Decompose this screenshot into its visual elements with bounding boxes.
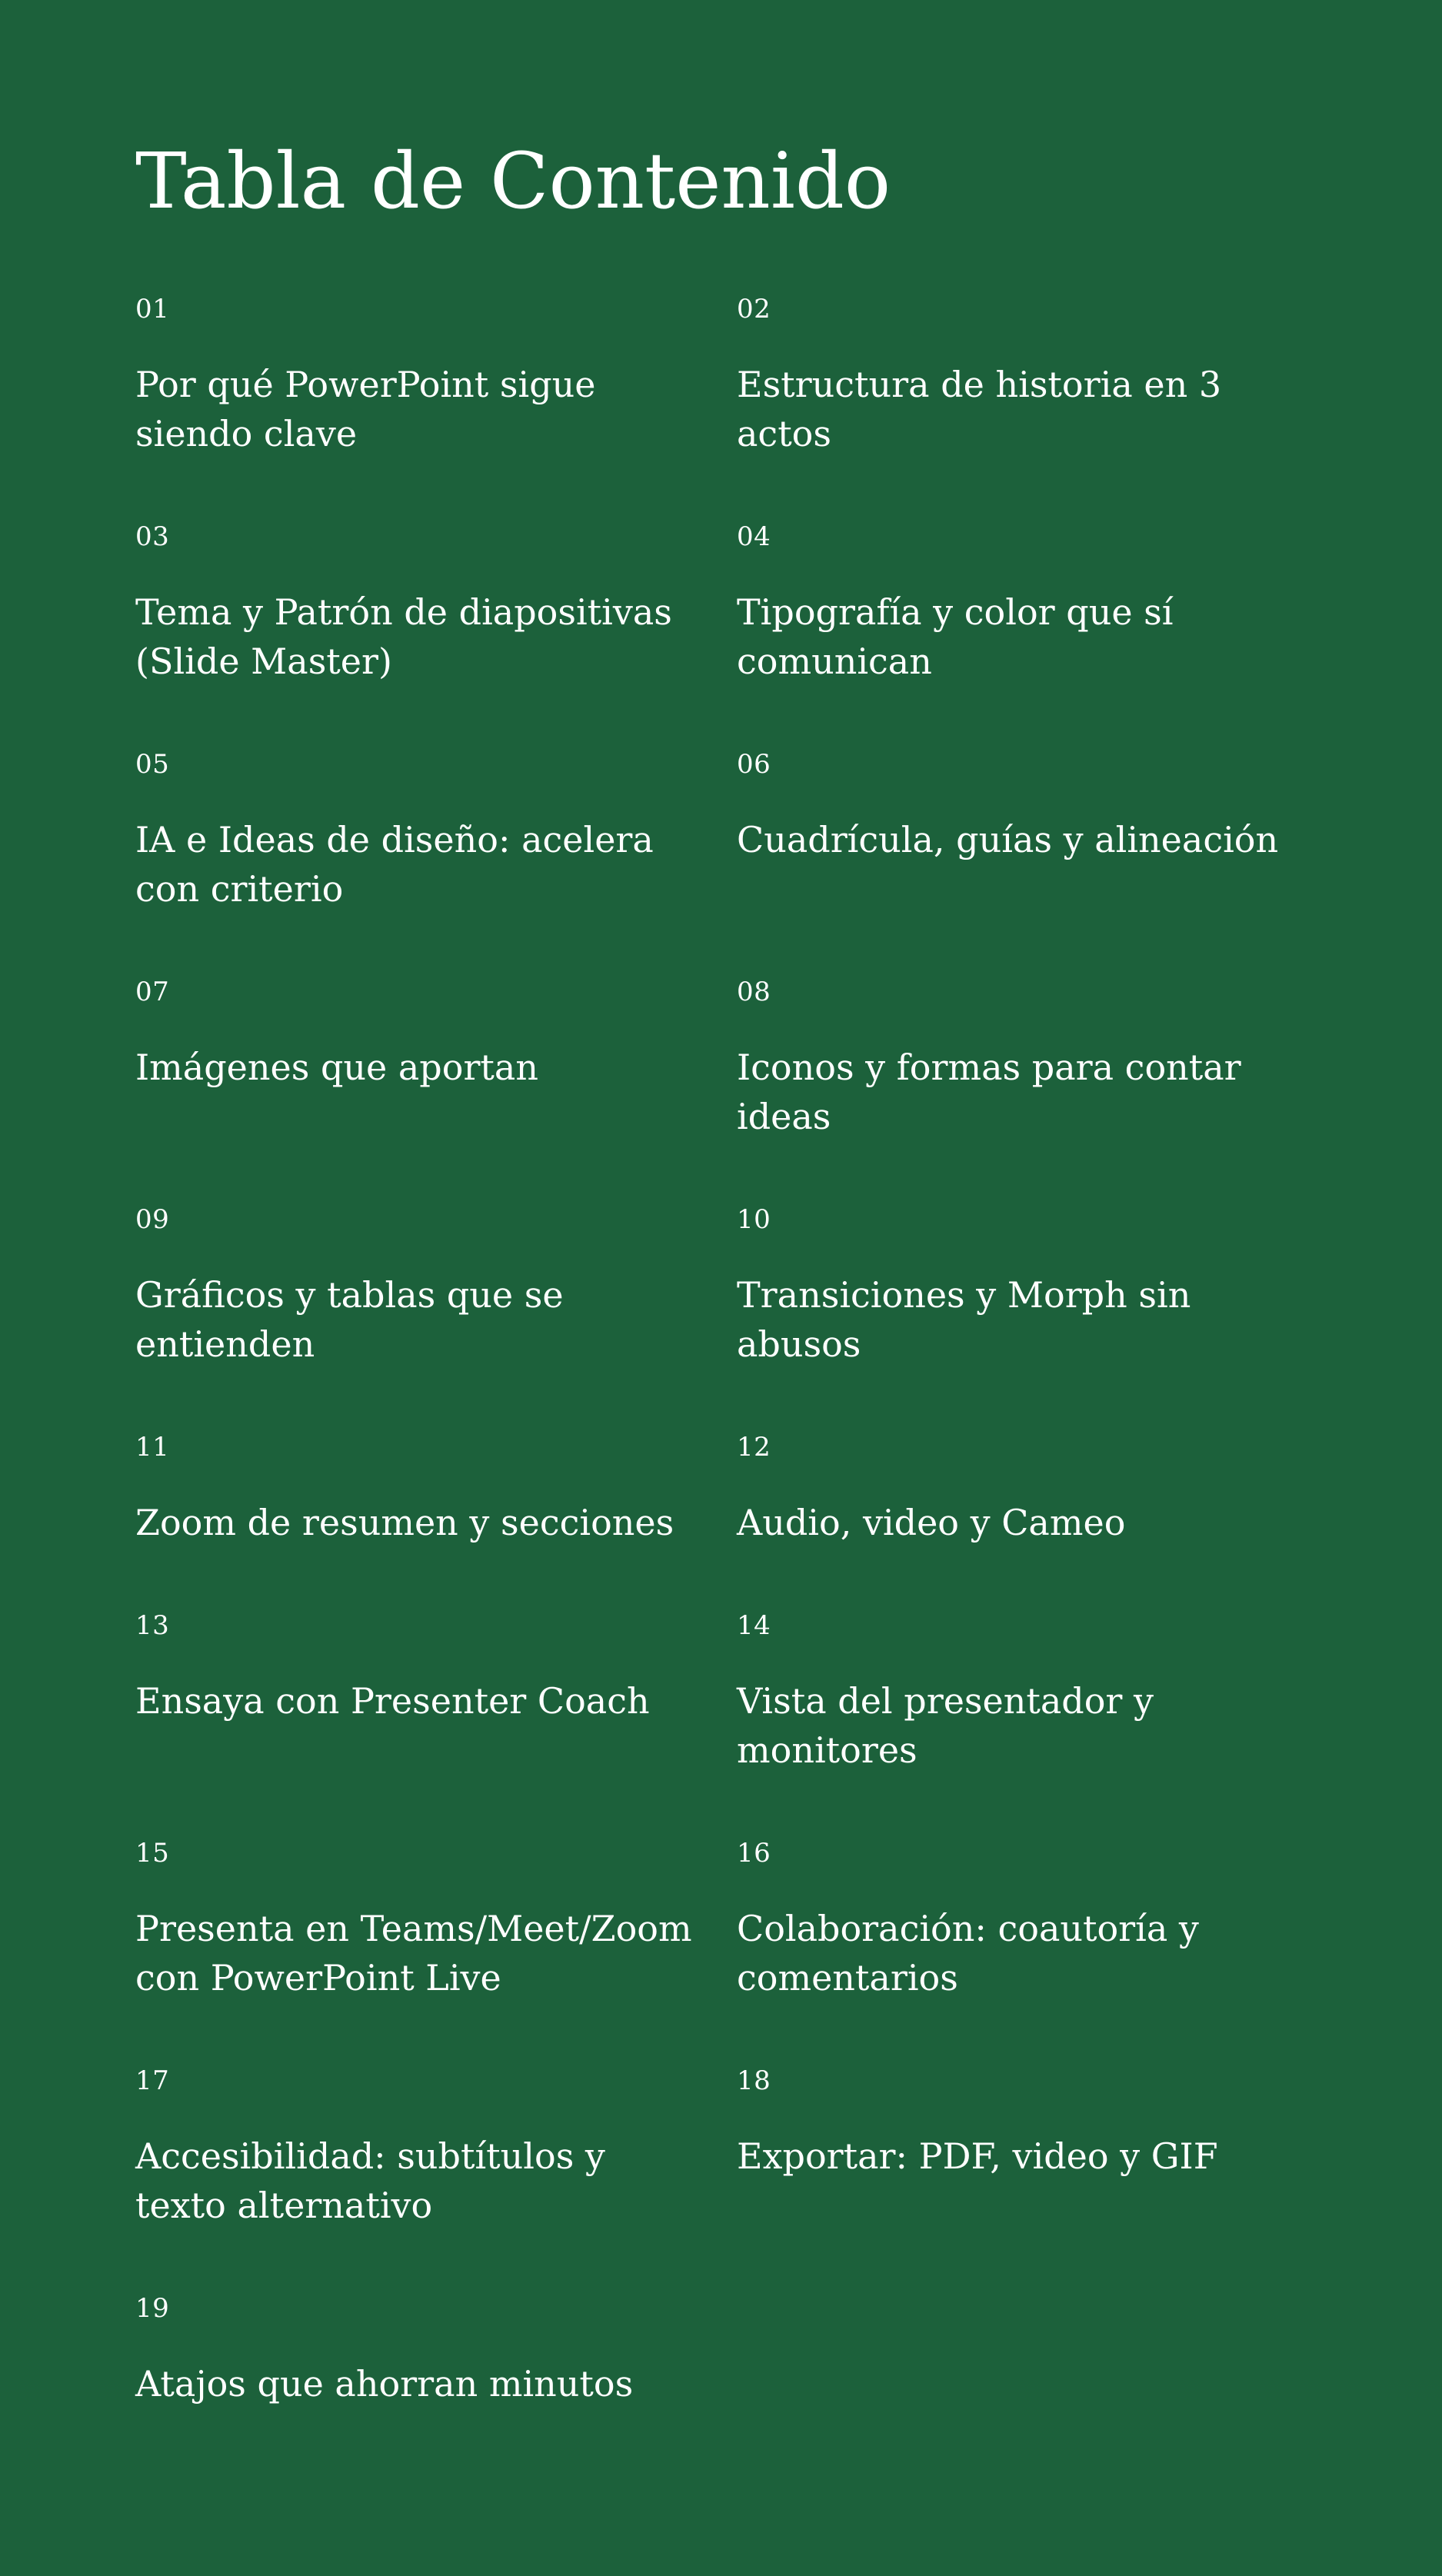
toc-row <box>135 747 1335 975</box>
toc-item-number: 02 <box>737 294 771 324</box>
toc-item-number: 03 <box>135 521 170 552</box>
page-title: Tabla de Contenido <box>135 136 891 226</box>
toc-item-number: 05 <box>135 749 170 780</box>
toc-item-title: Atajos que ahorran minutos <box>135 2363 634 2405</box>
toc-item-11[interactable] <box>135 1430 737 1609</box>
toc-item-title: Vista del presentador y monitores <box>737 1680 1154 1771</box>
toc-item-19[interactable] <box>135 2291 737 2470</box>
toc-row <box>135 1609 1335 1836</box>
toc-item-title: Iconos y formas para contar ideas <box>737 1047 1241 1137</box>
toc-item-02[interactable] <box>737 292 1338 520</box>
toc-item-number: 19 <box>135 2293 170 2324</box>
toc-item-title: Gráficos y tablas que se entienden <box>135 1274 564 1365</box>
toc-item-09[interactable] <box>135 1203 737 1430</box>
toc-item-18[interactable] <box>737 2064 1338 2291</box>
toc-item-number: 14 <box>737 1610 771 1641</box>
toc-item-10[interactable] <box>737 1203 1338 1430</box>
toc-item-number: 15 <box>135 1838 170 1869</box>
toc-item-03[interactable] <box>135 520 737 747</box>
toc-empty-cell <box>737 2291 1338 2470</box>
toc-item-number: 08 <box>737 977 771 1007</box>
toc-item-number: 18 <box>737 2065 771 2096</box>
toc-row <box>135 1203 1335 1430</box>
toc-grid <box>135 292 1335 2470</box>
toc-item-number: 13 <box>135 1610 170 1641</box>
toc-row <box>135 2064 1335 2291</box>
toc-item-number: 06 <box>737 749 771 780</box>
toc-item-07[interactable] <box>135 975 737 1203</box>
toc-item-01[interactable] <box>135 292 737 520</box>
toc-row <box>135 975 1335 1203</box>
toc-item-number: 16 <box>737 1838 771 1869</box>
toc-item-title: IA e Ideas de diseño: acelera con criterio <box>135 819 654 910</box>
toc-row <box>135 520 1335 747</box>
toc-item-title: Transiciones y Morph sin abusos <box>737 1274 1191 1365</box>
toc-item-title: Imágenes que aportan <box>135 1047 538 1088</box>
toc-item-17[interactable] <box>135 2064 737 2291</box>
toc-item-08[interactable] <box>737 975 1338 1203</box>
toc-item-title: Por qué PowerPoint sigue siendo clave <box>135 364 596 454</box>
toc-item-title: Tema y Patrón de diapositivas (Slide Master) <box>135 591 672 682</box>
toc-item-06[interactable] <box>737 747 1338 975</box>
toc-item-number: 11 <box>135 1432 170 1463</box>
toc-item-14[interactable] <box>737 1609 1338 1836</box>
toc-item-number: 17 <box>135 2065 170 2096</box>
toc-item-title: Ensaya con Presenter Coach <box>135 1680 650 1722</box>
toc-item-04[interactable] <box>737 520 1338 747</box>
toc-item-title: Tipografía y color que sí comunican <box>737 591 1174 682</box>
toc-row <box>135 1430 1335 1609</box>
toc-item-title: Zoom de resumen y secciones <box>135 1502 674 1543</box>
toc-item-16[interactable] <box>737 1836 1338 2064</box>
toc-item-number: 09 <box>135 1204 170 1235</box>
toc-item-number: 01 <box>135 294 170 324</box>
toc-item-number: 12 <box>737 1432 771 1463</box>
toc-item-title: Exportar: PDF, video y GIF <box>737 2135 1218 2177</box>
toc-item-number: 10 <box>737 1204 771 1235</box>
toc-item-title: Estructura de historia en 3 actos <box>737 364 1222 454</box>
toc-item-title: Cuadrícula, guías y alineación <box>737 819 1279 860</box>
toc-item-title: Audio, video y Cameo <box>737 1502 1126 1543</box>
toc-item-15[interactable] <box>135 1836 737 2064</box>
toc-item-title: Colaboración: coautoría y comentarios <box>737 1908 1199 1999</box>
toc-row <box>135 1836 1335 2064</box>
toc-item-13[interactable] <box>135 1609 737 1836</box>
toc-item-title: Presenta en Teams/Meet/Zoom con PowerPoint Live <box>135 1908 692 1999</box>
toc-item-05[interactable] <box>135 747 737 975</box>
toc-item-title: Accesibilidad: subtítulos y texto alternativo <box>135 2135 605 2226</box>
toc-item-12[interactable] <box>737 1430 1338 1609</box>
toc-row <box>135 292 1335 520</box>
toc-item-number: 04 <box>737 521 771 552</box>
toc-item-number: 07 <box>135 977 170 1007</box>
toc-row <box>135 2291 1335 2470</box>
